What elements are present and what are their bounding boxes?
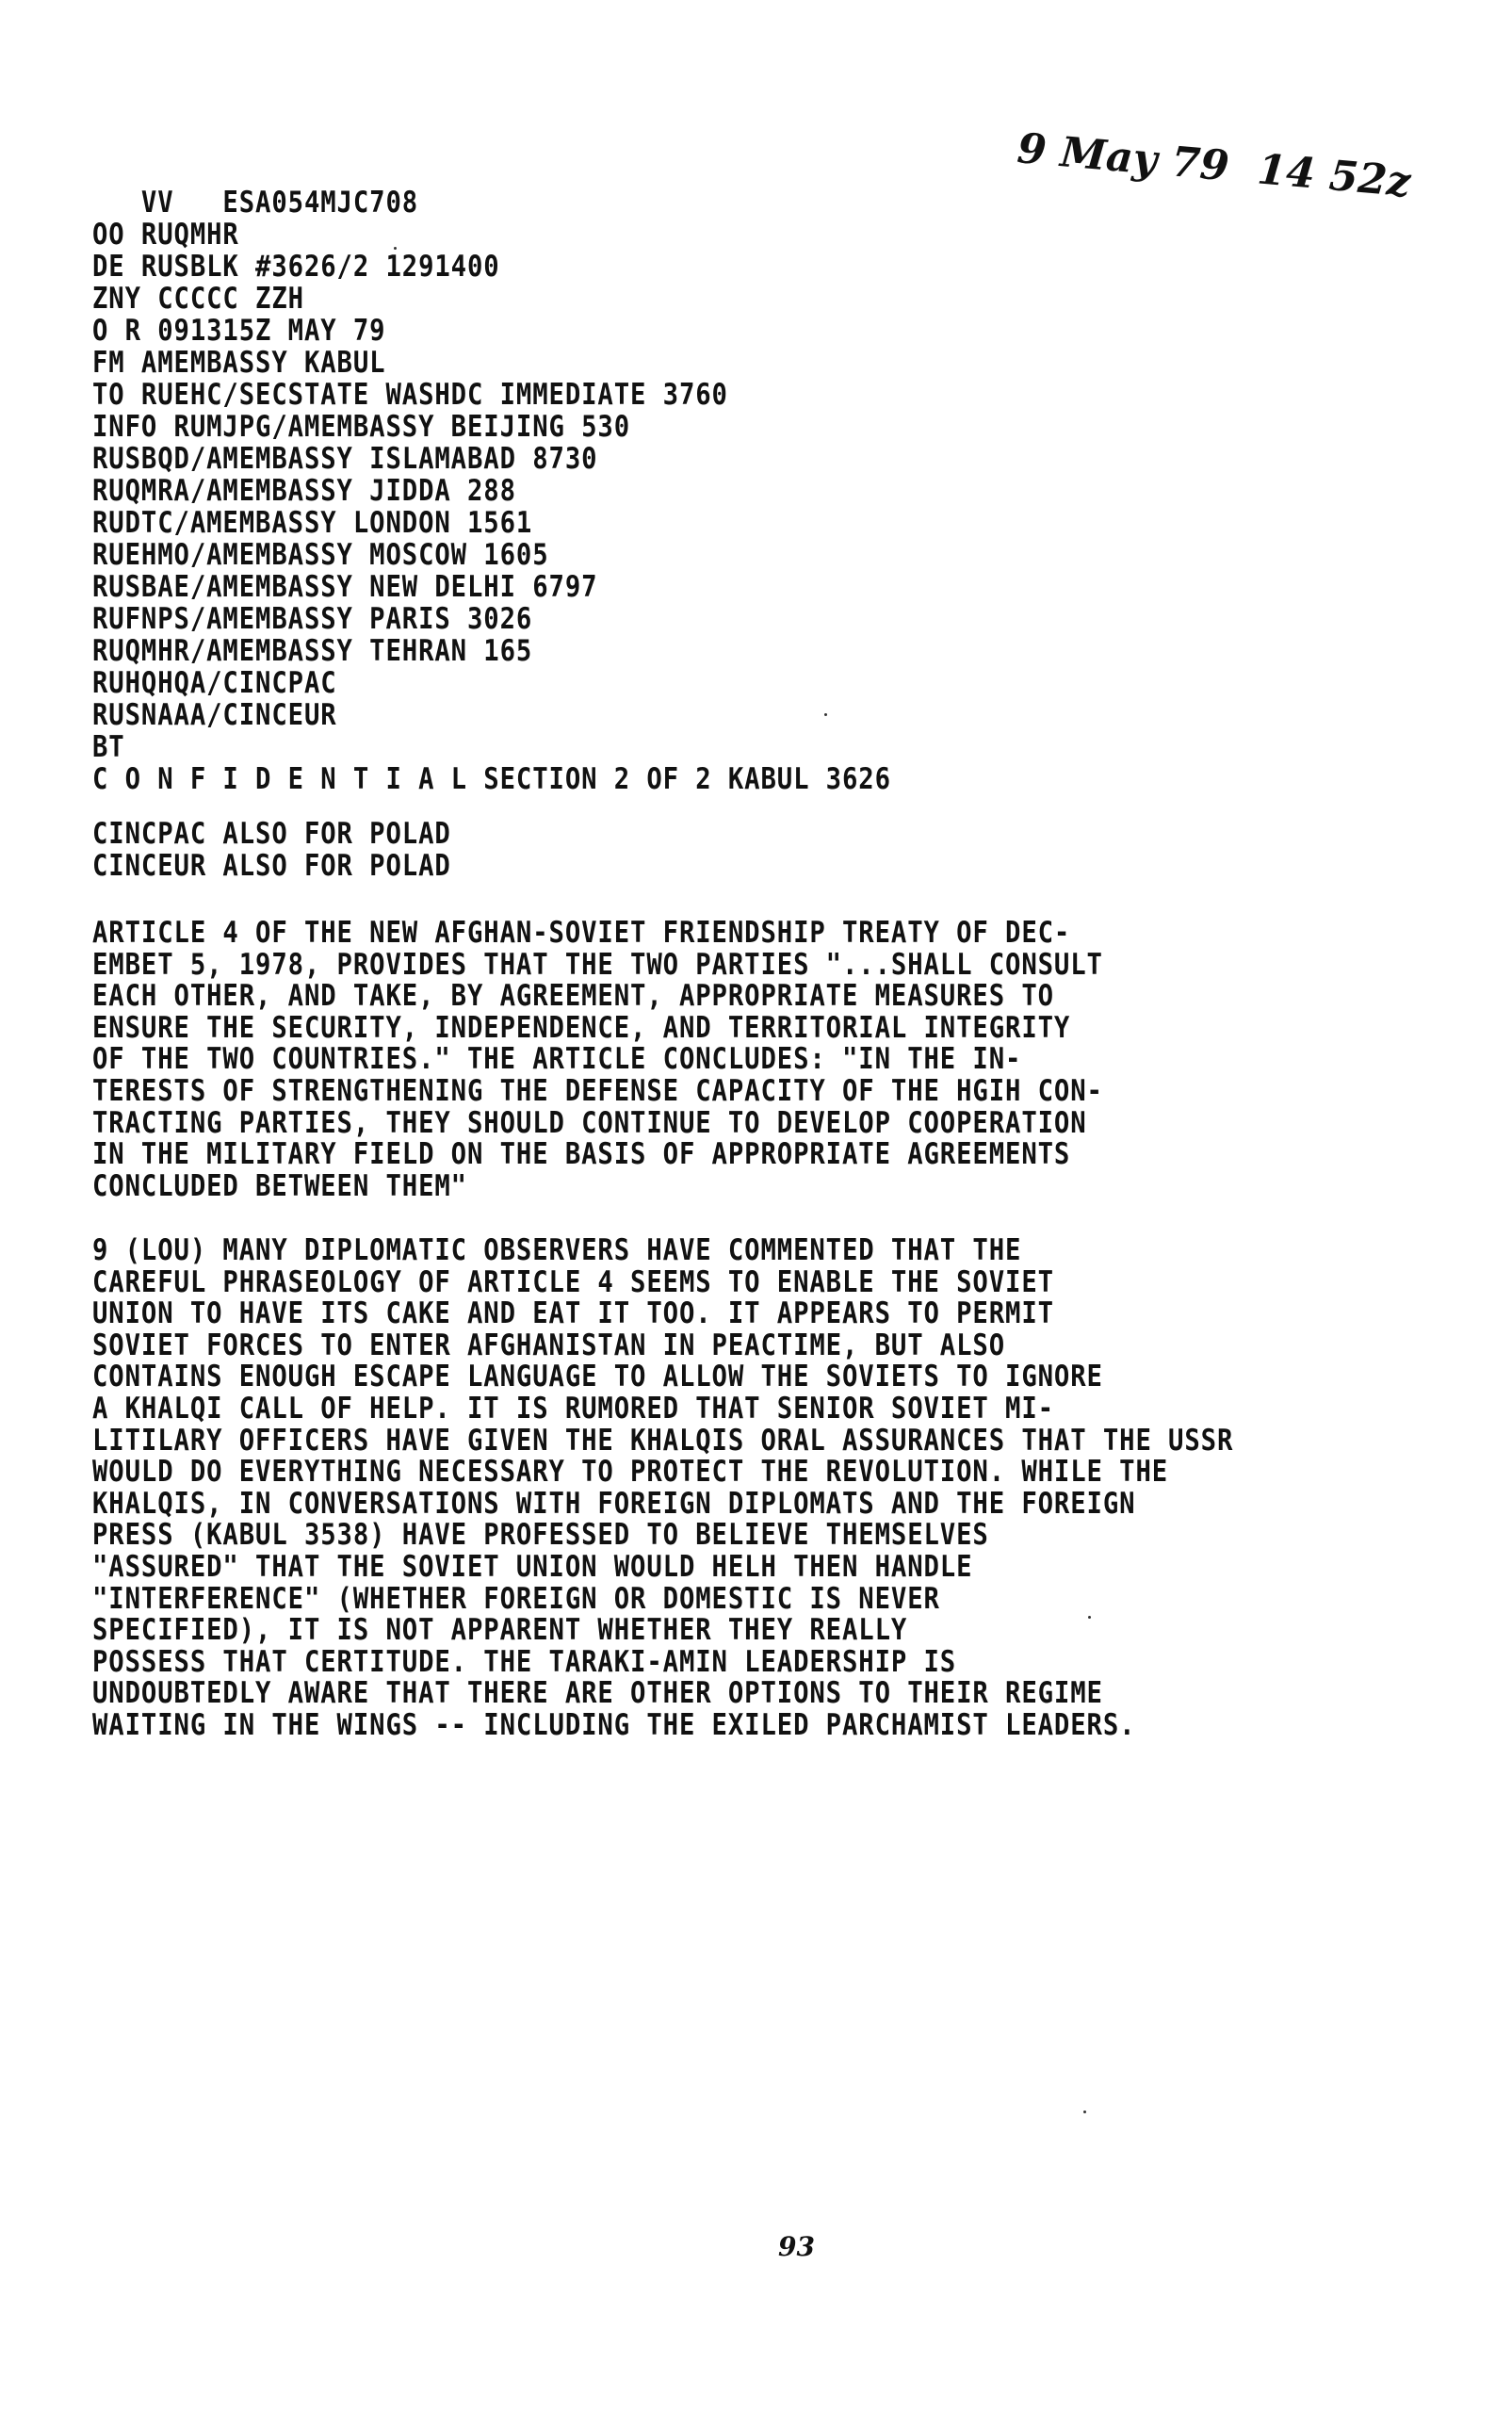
- addressee-line: CINCPAC ALSO FOR POLAD: [92, 817, 451, 851]
- page-number: 93: [778, 2231, 815, 2262]
- handwritten-date-stamp: 9 May 79 14 52z: [1015, 124, 1413, 207]
- header-line: DE RUSBLK #3626/2 1291400: [92, 250, 500, 284]
- scan-speck: [824, 713, 827, 716]
- paragraph2-line: WOULD DO EVERYTHING NECESSARY TO PROTECT THE REVOLUTION. WHILE THE: [92, 1455, 1169, 1490]
- header-line: RUSBQD/AMEMBASSY ISLAMABAD 8730: [92, 442, 598, 476]
- paragraph2-line: CONTAINS ENOUGH ESCAPE LANGUAGE TO ALLOW THE SOVIETS TO IGNORE: [92, 1360, 1103, 1394]
- paragraph1-line: IN THE MILITARY FIELD ON THE BASIS OF APPROPRIATE AGREEMENTS: [92, 1137, 1071, 1172]
- paragraph1-line: TRACTING PARTIES, THEY SHOULD CONTINUE TO DEVELOP COOPERATION: [92, 1105, 1087, 1140]
- paragraph2-line: WAITING IN THE WINGS -- INCLUDING THE EXILED PARCHAMIST LEADERS.: [92, 1708, 1136, 1742]
- paragraph2-line: 9 (LOU) MANY DIPLOMATIC OBSERVERS HAVE COMMENTED THAT THE: [92, 1233, 1022, 1267]
- paragraph2-line: PRESS (KABUL 3538) HAVE PROFESSED TO BELIEVE THEMSELVES: [92, 1518, 989, 1553]
- header-line: RUSNAAA/CINCEUR: [92, 698, 337, 732]
- paragraph2-line: SPECIFIED), IT IS NOT APPARENT WHETHER THEY REALLY: [92, 1613, 908, 1648]
- header-line: INFO RUMJPG/AMEMBASSY BEIJING 530: [92, 410, 631, 444]
- header-line: VV ESA054MJC708: [92, 186, 419, 220]
- header-line: TO RUEHC/SECSTATE WASHDC IMMEDIATE 3760: [92, 378, 728, 412]
- paragraph1-line: ARTICLE 4 OF THE NEW AFGHAN-SOVIET FRIENDSHIP TREATY OF DEC-: [92, 916, 1071, 950]
- header-line: C O N F I D E N T I A L SECTION 2 OF 2 KABUL 3626: [92, 762, 891, 796]
- paragraph2-line: "INTERFERENCE" (WHETHER FOREIGN OR DOMESTIC IS NEVER: [92, 1581, 940, 1616]
- header-line: RUQMRA/AMEMBASSY JIDDA 288: [92, 474, 516, 508]
- header-line: BT: [92, 730, 125, 764]
- paragraph2-line: "ASSURED" THAT THE SOVIET UNION WOULD HELH THEN HANDLE: [92, 1550, 973, 1584]
- paragraph2-line: UNDOUBTEDLY AWARE THAT THERE ARE OTHER OPTIONS TO THEIR REGIME: [92, 1676, 1103, 1711]
- paragraph1-line: OF THE TWO COUNTRIES." THE ARTICLE CONCLUDES: "IN THE IN-: [92, 1042, 1022, 1077]
- header-line: RUDTC/AMEMBASSY LONDON 1561: [92, 506, 533, 540]
- header-line: RUQMHR/AMEMBASSY TEHRAN 165: [92, 634, 533, 668]
- paragraph2-line: CAREFUL PHRASEOLOGY OF ARTICLE 4 SEEMS TO ENABLE THE SOVIET: [92, 1264, 1054, 1299]
- header-line: RUFNPS/AMEMBASSY PARIS 3026: [92, 602, 533, 636]
- paragraph2-line: A KHALQI CALL OF HELP. IT IS RUMORED THAT SENIOR SOVIET MI-: [92, 1392, 1054, 1426]
- scan-speck: [394, 247, 397, 250]
- paragraph2-line: SOVIET FORCES TO ENTER AFGHANISTAN IN PEACTIME, BUT ALSO: [92, 1328, 1006, 1362]
- header-line: FM AMEMBASSY KABUL: [92, 346, 386, 380]
- header-line: RUSBAE/AMEMBASSY NEW DELHI 6797: [92, 570, 598, 604]
- addressee-line: CINCEUR ALSO FOR POLAD: [92, 849, 451, 883]
- header-line: ZNY CCCCC ZZH: [92, 282, 304, 316]
- paragraph1-line: TERESTS OF STRENGTHENING THE DEFENSE CAPACITY OF THE HGIH CON-: [92, 1074, 1103, 1108]
- header-line: OO RUQMHR: [92, 218, 239, 252]
- paragraph1-line: EACH OTHER, AND TAKE, BY AGREEMENT, APPROPRIATE MEASURES TO: [92, 979, 1054, 1014]
- paragraph1-line: EMBET 5, 1978, PROVIDES THAT THE TWO PARTIES "...SHALL CONSULT: [92, 947, 1103, 982]
- paragraph2-line: UNION TO HAVE ITS CAKE AND EAT IT TOO. IT APPEARS TO PERMIT: [92, 1296, 1054, 1331]
- scan-speck: [1083, 2110, 1086, 2113]
- header-line: RUEHMO/AMEMBASSY MOSCOW 1605: [92, 538, 549, 572]
- paragraph2-line: KHALQIS, IN CONVERSATIONS WITH FOREIGN DIPLOMATS AND THE FOREIGN: [92, 1486, 1136, 1521]
- paragraph1-line: ENSURE THE SECURITY, INDEPENDENCE, AND TERRITORIAL INTEGRITY: [92, 1010, 1071, 1045]
- scan-speck: [1088, 1616, 1091, 1619]
- paragraph2-line: LITILARY OFFICERS HAVE GIVEN THE KHALQIS ORAL ASSURANCES THAT THE USSR: [92, 1423, 1234, 1458]
- header-line: RUHQHQA/CINCPAC: [92, 666, 337, 700]
- paragraph1-line: CONCLUDED BETWEEN THEM": [92, 1168, 467, 1203]
- header-line: O R 091315Z MAY 79: [92, 314, 386, 348]
- paragraph2-line: POSSESS THAT CERTITUDE. THE TARAKI-AMIN LEADERSHIP IS: [92, 1644, 957, 1679]
